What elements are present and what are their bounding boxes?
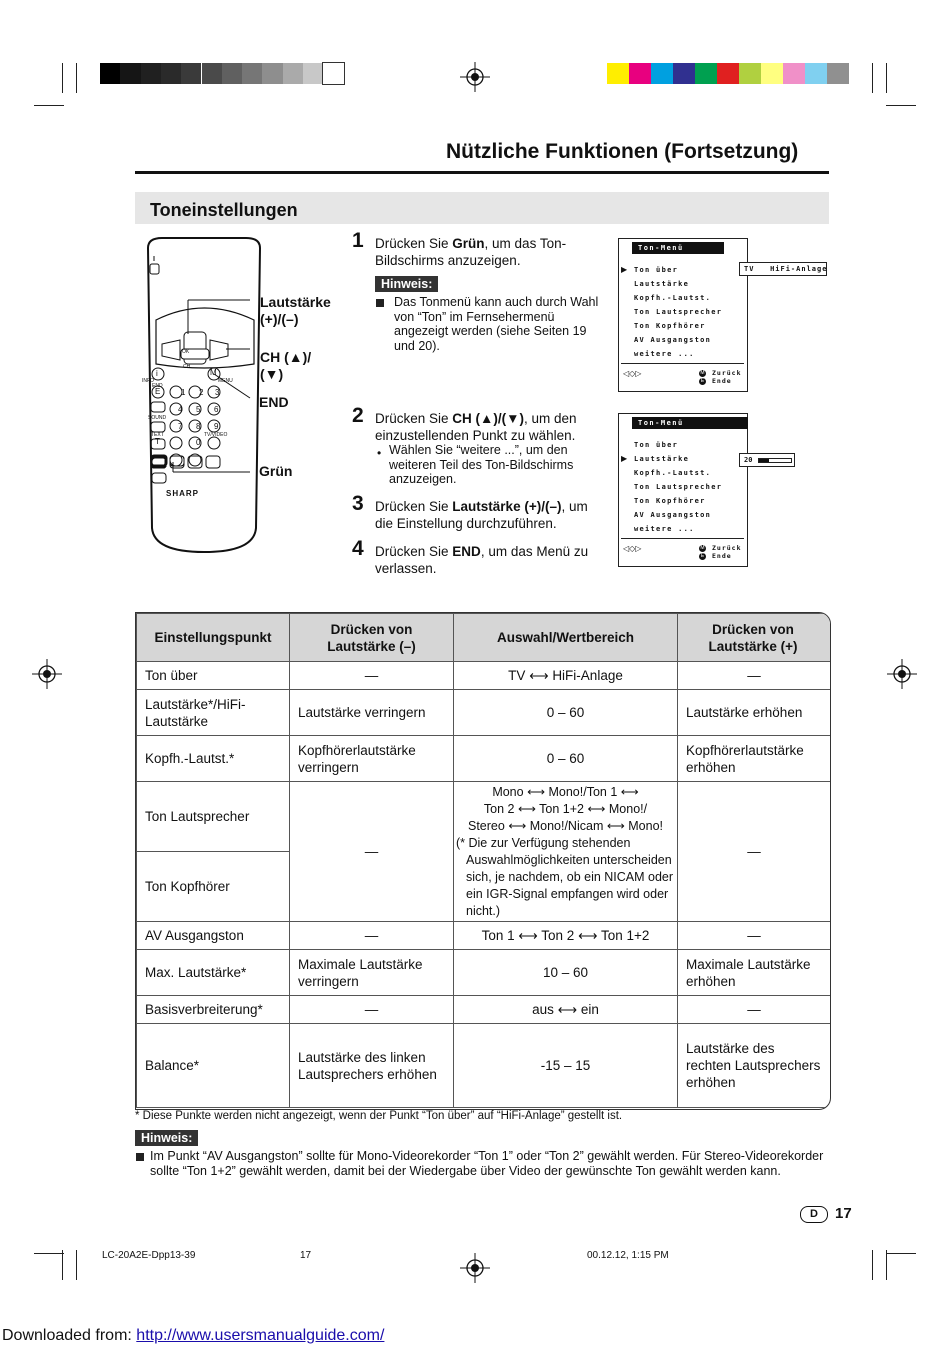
table-cell: Ton Lautsprecher [137,782,290,852]
menu-value: TV HiFi-Anlage [744,265,828,273]
step-text-pre: Drücken Sie [375,411,453,426]
color-swatch [783,63,805,84]
option-line [456,784,675,801]
key-e-label: E [155,387,161,396]
double-arrow-icon: ⟷ [578,928,598,943]
crop-mark [76,63,77,93]
double-arrow-icon: ⟷ [557,1002,578,1017]
step-bullet-text: Wählen Sie “weitere ...”, um den weiteren Teil des Ton-Bildschirms anzuzeigen. [389,443,574,486]
menu-footer-end: Ende [712,552,732,560]
color-swatch [695,63,717,84]
label-lautstaerke-pm: (+)/(–) [260,311,299,327]
color-swatch [739,63,761,84]
menu-item: Lautstärke [634,280,690,288]
gray-swatch [303,63,323,84]
table-cell: 0 – 60 [454,690,678,736]
cell-part: Mono!/ [608,801,648,816]
color-swatch [827,63,849,84]
volume-value: 20 [744,456,753,464]
step-number: 1 [352,229,364,252]
table-cell: -15 – 15 [454,1024,678,1108]
step-text-bold: Lautstärke (+)/(–) [452,499,562,514]
key-ch-label: CH [183,364,191,370]
footnote: * Diese Punkte werden nicht angezeigt, wenn der Punkt “Ton über” auf “HiFi-Anlage” gestellt ist. [135,1110,623,1122]
bullet-square-icon [376,299,384,307]
crop-mark [886,105,916,106]
label-lautstaerke: Lautstärke [260,294,331,310]
table-cell: — [678,782,831,922]
key-ok-label: OK [182,349,190,355]
menu-item: Lautstärke [634,455,690,463]
step-text-bold: Grün [452,236,485,251]
step-number: 3 [352,492,364,515]
step-text [375,235,600,269]
cell-part: Mono!/Nicam [529,818,604,833]
menu-key-end-icon: E [700,378,705,384]
table-row [137,1024,831,1108]
table-cell: Balance* [137,1024,290,1108]
menu-item: weitere ... [634,350,695,358]
gray-swatch [242,63,262,84]
double-arrow-icon: ⟷ [606,818,625,833]
table-header: Drücken von Lautstärke (–) [290,614,454,662]
language-badge [800,1206,828,1223]
key-m-label: M [210,368,217,377]
menu-item: Ton Kopfhörer [634,322,706,330]
digit-key-label: 9 [214,422,219,431]
download-link[interactable]: http://www.usersmanualguide.com/ [136,1327,385,1344]
step-number: 4 [352,537,364,560]
crop-mark [886,1253,916,1254]
hint-text: Das Tonmenü kann auch durch Wahl von “Ton” im Fernsehermenü angezeigt werden (siehe Seiten 19 und 20). [394,295,599,353]
table-cell: Maximale Lautstärke verringern [290,950,454,996]
page-number: 17 [835,1205,852,1222]
double-arrow-icon: ⟷ [527,784,545,799]
cell-part: TV [508,668,526,683]
key-tvvideo-label: TV/VIDEO [204,432,228,438]
menu-key-back-icon: M [700,370,705,376]
table-cell: Max. Lautstärke* [137,950,290,996]
color-swatch [673,63,695,84]
crop-mark [872,63,873,93]
section-title: Toneinstellungen [150,200,298,220]
cell-part: ein [580,1002,599,1017]
double-arrow-icon: ⟷ [529,668,549,683]
table-header: Auswahl/Wertbereich [454,614,678,662]
table-row [137,996,831,1024]
table-cell [454,996,678,1024]
table-cell: — [290,782,454,922]
cell-part: HiFi-Anlage [552,668,623,683]
table-row [137,950,831,996]
digit-key-label: 8 [196,422,201,431]
crop-mark [886,63,887,93]
download-prefix: Downloaded from: [2,1327,137,1344]
menu-item: Ton über [634,441,679,449]
menu-title: Ton-Menü [632,417,748,429]
menu-footer-end: Ende [712,377,732,385]
digit-key-label: 5 [196,405,201,414]
cell-part: Mono [492,784,524,799]
step-text [375,543,600,577]
cell-part: Stereo [467,818,505,833]
option-note: (* Die zur Verfügung stehenden Auswahlmöglichkeiten unterscheiden sich, je nachdem, ob ein NICAM oder ein IGR-Signal empfangen wird oder nicht.) [456,835,674,918]
table-cell: Lautstärke des rechten Lautsprechers erhöhen [678,1024,831,1108]
digit-key-label: 6 [214,405,219,414]
step-text [375,498,605,532]
digit-key-label: 0 [196,438,201,447]
menu-item: Kopfh.-Lautst. [634,469,712,477]
menu-key-back-icon: M [700,545,705,551]
table-cell: — [290,922,454,950]
digit-key-label: 3 [215,388,220,397]
print-footer-date: 00.12.12, 1:15 PM [587,1250,669,1261]
table-cell: 10 – 60 [454,950,678,996]
table-row [137,782,831,852]
registration-mark-icon [32,659,62,689]
hint-text: Im Punkt “AV Ausgangston” sollte für Mono-Videorekorder “Ton 1” oder “Ton 2” gewählt werden. Für Stereo-Videorekorder sollte “Ton 1+2” gewählt werden, damit bei der Wiedergabe über Video der gewünschte Ton gewählt werden kann. [150,1149,824,1178]
menu-item: weitere ... [634,525,695,533]
page-title: Nützliche Funktionen (Fortsetzung) [446,140,799,163]
remote-brand: SHARP [166,489,200,498]
table-cell: Lautstärke des linken Lautsprechers erhöhen [290,1024,454,1108]
gray-swatch [141,63,161,84]
table-cell: — [290,996,454,1024]
menu-cursor-icon: ▶ [621,454,628,463]
table-cell: — [290,662,454,690]
cell-part: aus [532,1002,554,1017]
menu-title: Ton-Menü [632,242,724,254]
menu-item: Ton über [634,266,679,274]
menu-item: Ton Lautsprecher [634,483,723,491]
step-text-bold: CH (▲)/(▼) [452,411,525,426]
print-footer-file: LC-20A2E-Dpp13-39 [102,1250,196,1261]
digit-key-label: 2 [199,388,204,397]
gray-swatch [262,63,282,84]
table-row [137,690,831,736]
table-cell: Lautstärke*/HiFi-Lautstärke [137,690,290,736]
menu-key-end-icon: E [700,553,705,559]
table-cell: 0 – 60 [454,736,678,782]
table-cell [454,782,678,922]
gray-swatch [222,63,242,84]
volume-level-box [739,453,795,467]
table-header: Drücken von Lautstärke (+) [678,614,831,662]
step-text-post: , um das Ton-Bildschirms anzuzeigen. [375,236,567,268]
digit-key-label: 1 [181,388,186,397]
key-i-label: i [156,369,158,378]
dpad-icon: ◁◇▷ [623,369,642,378]
key-end-label: END [152,383,163,389]
table-cell: Kopfh.-Lautst.* [137,736,290,782]
table-cell: Basisverbreiterung* [137,996,290,1024]
volume-fill [759,459,769,462]
key-text-label: TEXT [151,432,164,438]
step-text-post: , um die Einstellung durchzuführen. [375,499,588,531]
table-row [137,922,831,950]
digit-key-label: 4 [178,405,183,414]
menu-item: Ton Kopfhörer [634,497,706,505]
table-cell: Lautstärke verringern [290,690,454,736]
cell-part: Ton 2 [541,928,575,943]
cell-part: Ton 1+2 [539,801,584,816]
table-row [137,662,831,690]
color-swatch [805,63,827,84]
table-cell: — [678,662,831,690]
volume-track [758,458,792,463]
bullet-dot-icon: • [377,446,382,460]
tone-menu-screen-1 [618,238,748,392]
label-ch-down: (▼) [260,366,284,382]
step-text-post: , um das Menü zu verlassen. [375,544,589,576]
color-swatch [717,63,739,84]
cell-part: Mono! [628,818,663,833]
menu-rule [621,538,744,539]
color-swatch [761,63,783,84]
double-arrow-icon: ⟷ [587,801,606,816]
table-header: Einstellungspunkt [137,614,290,662]
gray-swatch [323,63,343,84]
table-cell [454,922,678,950]
table-cell [454,662,678,690]
gray-swatch [120,63,140,84]
label-ch: CH (▲)/ [260,349,312,365]
menu-footer-back: Zurück [712,369,742,377]
step-text-pre: Drücken Sie [375,236,453,251]
table-cell: Kopfhörerlautstärke verringern [290,736,454,782]
menu-value-box [739,262,827,276]
language-badge-text: D [810,1208,818,1220]
double-arrow-icon: ⟷ [508,818,527,833]
crop-mark [886,1250,887,1280]
settings-table [135,612,831,1110]
tone-menu-screen-2 [618,413,748,567]
cell-part: Ton 1+2 [600,928,650,943]
gray-swatch [202,63,222,84]
table-row [137,736,831,782]
double-arrow-icon: ⟷ [620,784,639,799]
title-rule [135,171,829,174]
crop-mark [62,1250,63,1280]
step-number: 2 [352,404,364,427]
menu-footer-back: Zurück [712,544,742,552]
gray-swatch [100,63,120,84]
table-cell: Ton über [137,662,290,690]
key-sound-label: SOUND [148,415,167,421]
table-cell: — [678,922,831,950]
step-text-pre: Drücken Sie [375,499,453,514]
crop-mark [76,1250,77,1280]
color-swatch [607,63,629,84]
digit-key-label: 7 [178,422,183,431]
step-text-post: , um den einzustellenden Punkt zu wählen. [375,411,577,443]
step-text-pre: Drücken Sie [375,544,453,559]
crop-mark [34,1253,64,1254]
bullet-square-icon [136,1153,144,1161]
table-cell: — [678,996,831,1024]
key-info-label: INFO [142,378,154,384]
registration-mark-icon [460,1253,490,1283]
table-cell: Maximale Lautstärke erhöhen [678,950,831,996]
registration-mark-icon [460,62,490,92]
table-cell: AV Ausgangston [137,922,290,950]
gray-swatch [161,63,181,84]
cell-part: Ton 1 [481,928,515,943]
dpad-icon: ◁◇▷ [623,544,642,553]
double-arrow-icon: ⟷ [517,801,536,816]
step-text [375,410,605,444]
crop-mark [872,1250,873,1280]
color-swatch [651,63,673,84]
table-cell: Ton Kopfhörer [137,852,290,922]
crop-mark [34,105,64,106]
menu-item: AV Ausgangston [634,511,712,519]
color-swatch [629,63,651,84]
menu-rule [621,363,744,364]
label-gruen: Grün [259,463,293,479]
menu-item: Ton Lautsprecher [634,308,723,316]
cell-part: Ton 2 [483,801,515,816]
gray-swatch [283,63,303,84]
table-cell: Kopfhörerlautstärke erhöhen [678,736,831,782]
step-text-bold: END [452,544,481,559]
key-t-label: T [155,437,160,446]
print-footer-page: 17 [300,1250,312,1261]
gray-swatch [181,63,201,84]
option-line [456,801,675,818]
key-menu-label: MENU [218,378,233,384]
label-end: END [259,394,289,410]
hint-badge: Hinweis: [135,1130,198,1146]
table-cell: Lautstärke erhöhen [678,690,831,736]
double-arrow-icon: ⟷ [518,928,538,943]
download-footer [2,1327,384,1345]
cell-part: Mono!/Ton 1 [548,784,618,799]
menu-item: Kopfh.-Lautst. [634,294,712,302]
option-line [456,818,675,835]
menu-item: AV Ausgangston [634,336,712,344]
hint-badge: Hinweis: [375,276,438,292]
menu-cursor-icon: ▶ [621,265,628,274]
registration-mark-icon [887,659,917,689]
crop-mark [62,63,63,93]
